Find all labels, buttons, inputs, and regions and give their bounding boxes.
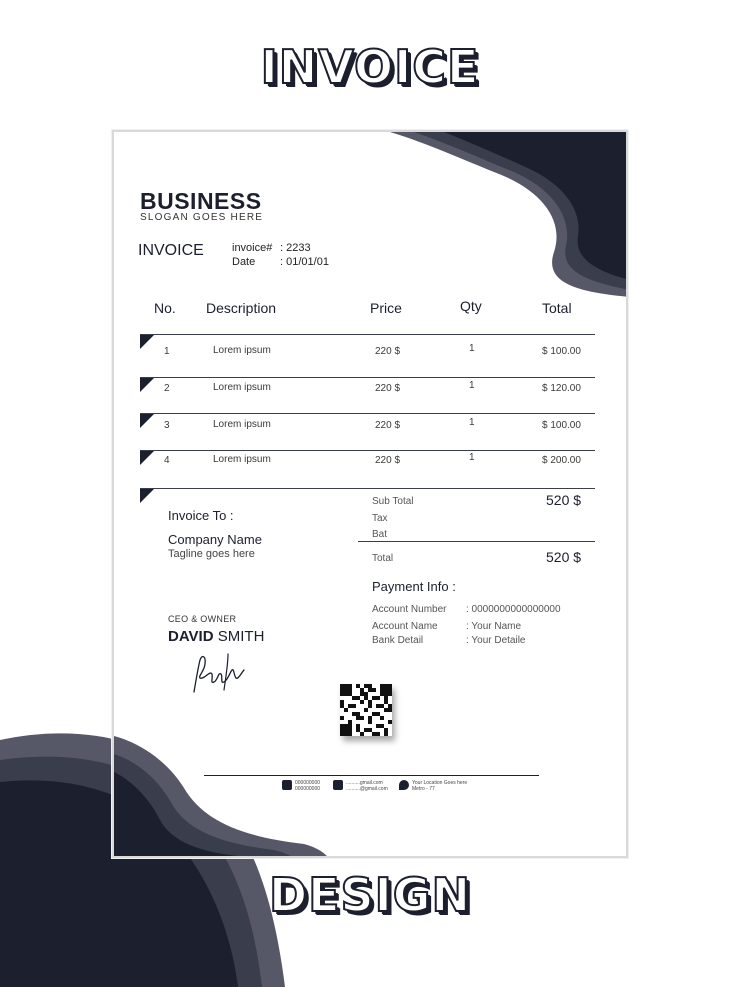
signer-first-name: DAVID (168, 628, 214, 645)
subtotal-value: 520 $ (546, 492, 582, 508)
business-name: BUSINESS (140, 188, 262, 214)
account-name-value: : Your Name (466, 621, 522, 632)
account-number-value: : 0000000000000000 (466, 604, 561, 615)
row-marker (140, 378, 154, 392)
col-header-qty: Qty (460, 298, 482, 314)
row-2-desc: Lorem ipsum (213, 382, 271, 393)
bat-label: Bat (372, 529, 388, 540)
row-divider (140, 488, 595, 489)
row-4-no: 4 (164, 455, 170, 466)
mail-icon (333, 780, 343, 790)
invoice-number-label: invoice# (232, 242, 273, 254)
row-1-total: $ 100.00 (542, 346, 581, 357)
row-2-total: $ 120.00 (542, 383, 581, 394)
invoice-date-label: Date (232, 256, 256, 268)
bank-detail-value: : Your Detaile (466, 635, 526, 646)
row-divider (140, 450, 595, 451)
signer-last-name: SMITH (217, 628, 265, 645)
row-4-qty: 1 (469, 452, 475, 463)
row-marker (140, 451, 154, 465)
payment-info-title: Payment Info : (372, 579, 456, 594)
row-3-price: 220 $ (375, 420, 401, 431)
invoice-number-value: : 2233 (280, 242, 311, 254)
account-name-label: Account Name (372, 621, 438, 632)
row-marker (140, 414, 154, 428)
row-1-qty: 1 (469, 343, 475, 354)
row-3-qty: 1 (469, 417, 475, 428)
footer-phone-1: 000000000 (295, 780, 321, 786)
total-divider (358, 541, 595, 542)
row-4-price: 220 $ (375, 455, 401, 466)
col-header-price: Price (370, 300, 402, 316)
total-label: Total (372, 553, 394, 564)
row-1-desc: Lorem ipsum (213, 345, 271, 356)
business-slogan: SLOGAN GOES HERE (140, 212, 264, 223)
row-3-total: $ 100.00 (542, 420, 581, 431)
footer-divider (204, 775, 539, 776)
tax-label: Tax (372, 513, 388, 524)
account-number-label: Account Number (372, 604, 447, 615)
col-header-no: No. (154, 300, 176, 316)
col-header-description: Description (206, 300, 277, 316)
subtotal-label: Sub Total (372, 496, 414, 507)
invoice-sheet (112, 130, 628, 858)
row-marker (140, 335, 154, 349)
footer-email-1: ..........gmail.com (346, 780, 383, 786)
company-name: Company Name (168, 532, 262, 547)
row-3-desc: Lorem ipsum (213, 419, 271, 430)
invoice-title: INVOICE (138, 242, 204, 259)
col-header-total: Total (542, 300, 572, 316)
row-1-price: 220 $ (375, 346, 401, 357)
row-divider (140, 334, 595, 335)
footer-location-2: Metro - 77 (412, 786, 435, 792)
row-1-no: 1 (164, 346, 170, 357)
row-divider (140, 377, 595, 378)
row-4-desc: Lorem ipsum (213, 454, 271, 465)
footer-phone-2: 000000000 (295, 786, 321, 792)
signer-name (168, 628, 264, 645)
company-tagline: Tagline goes here (168, 548, 255, 560)
bank-detail-label: Bank Detail (372, 635, 424, 646)
signer-role: CEO & OWNER (168, 614, 237, 624)
invoice-date-value: : 01/01/01 (280, 256, 329, 268)
row-marker (140, 489, 154, 503)
invoice-to-label: Invoice To : (168, 508, 234, 523)
signature-image (188, 650, 248, 696)
footer-email-2: ..........@gmail.com (346, 786, 388, 792)
qr-code (340, 684, 392, 736)
total-value: 520 $ (546, 549, 582, 565)
location-pin-icon (399, 780, 409, 790)
row-4-total: $ 200.00 (542, 455, 581, 466)
row-divider (140, 413, 595, 414)
row-2-price: 220 $ (375, 383, 401, 394)
row-2-no: 2 (164, 383, 170, 394)
phone-icon (282, 780, 292, 790)
row-3-no: 3 (164, 420, 170, 431)
footer-location-1: Your Location Goes here (412, 780, 468, 786)
banner-title-top: INVOICE (260, 40, 480, 94)
banner-title-bottom: DESIGN (268, 868, 472, 922)
row-2-qty: 1 (469, 380, 475, 391)
